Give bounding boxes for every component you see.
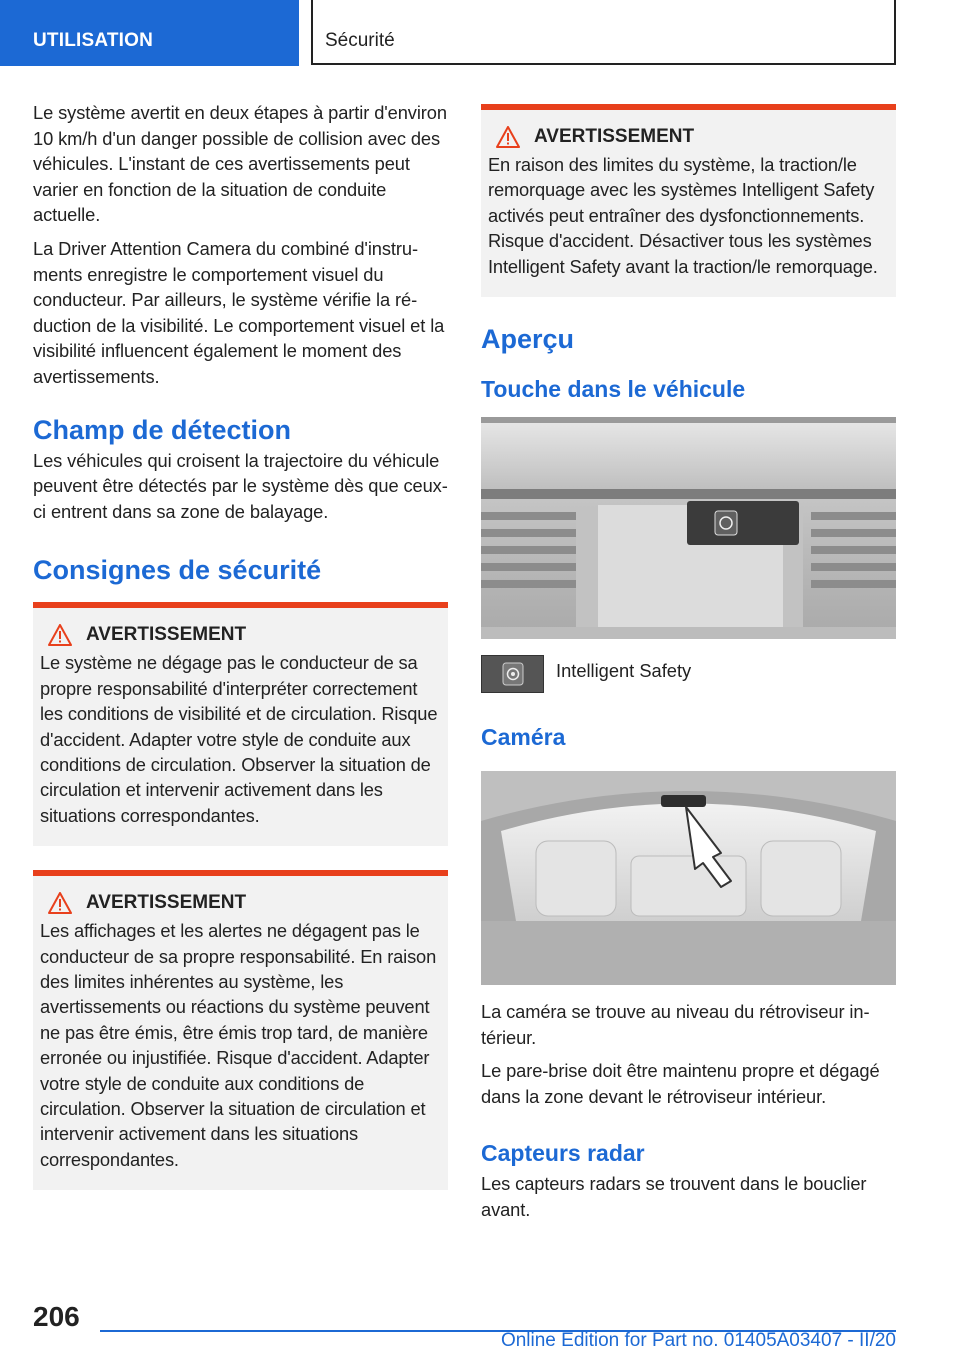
heading-touche-vehicule: Touche dans le véhicule: [481, 376, 746, 403]
warning-heading: AVERTISSEMENT: [40, 892, 440, 914]
button-legend-row: [481, 655, 896, 693]
warning-text: Les affichages et les alertes ne dégagent pas le conducteur de sa propre responsabilité. En raison des limites inhérentes au système, les avertissements ou réactions du système peuvent ne pas être émis, être émis trop tard, de manière erronée ou injustifiée. Risque d'accident. Adapter votre style de conduite aux conditions de circulation. Observer la situation de circulation et intervenir activement dans les situations correspondantes.: [40, 920, 437, 1170]
page-number: 206: [33, 1301, 80, 1332]
paragraph-driver-camera: La Driver Attention Camera du combiné d'instruments enregistre le comportement visuel du conducteur. Par ailleurs, le système vérifie la réduction de la visibilité. Le comportement visuel et la visibilité influencent également le moment des avertissements.: [33, 237, 445, 387]
dashboard-illustration: [481, 417, 896, 639]
warning-heading: AVERTISSEMENT: [488, 126, 888, 148]
page-header: [0, 0, 960, 66]
edition-link[interactable]: Online Edition for Part no. 01405A03407 - II/20: [500, 1330, 896, 1351]
camera-location-image: [481, 771, 896, 985]
dashboard-button-image: [481, 417, 896, 639]
right-column: [481, 104, 896, 1231]
paragraph-warning-stages: Le système avertit en deux étapes à partir d'environ 10 km/h d'un danger possible de collision avec des véhicules. L'instant de ces avertissements peut varier en fonction de la situation de conduite actuelle.: [33, 102, 447, 226]
warning-text: En raison des limites du système, la traction/le remorquage avec les systèmes Intelligent Safety activés peut entraîner des dysfonctionnements. Risque d'accident. Désactiver tous les systèmes Intelligent Safety avant la traction/le remorquage.: [488, 154, 878, 277]
paragraph-camera-location: La caméra se trouve au niveau du rétroviseur intérieur.: [481, 1001, 870, 1048]
warning-box-1: [33, 602, 448, 846]
chapter-title: Sécurité: [311, 0, 896, 65]
section-tab[interactable]: UTILISATION: [0, 0, 299, 66]
warning-triangle-icon: [48, 624, 72, 646]
car-interior-illustration: [481, 771, 896, 985]
paragraph-radar-location: Les capteurs radars se trouvent dans le bouclier avant.: [481, 1173, 867, 1220]
button-legend-label: Intelligent Safety: [556, 660, 692, 682]
warning-box-3: [481, 104, 896, 297]
warning-box-2: [33, 870, 448, 1190]
heading-capteurs-radar: Capteurs radar: [481, 1140, 645, 1167]
warning-triangle-icon: [48, 892, 72, 914]
heading-champ-detection: Champ de détection: [33, 414, 292, 445]
warning-heading: AVERTISSEMENT: [40, 624, 440, 646]
paragraph-windshield-clean: Le pare-brise doit être maintenu propre et dégagé dans la zone devant le rétroviseur intérieur.: [481, 1060, 880, 1107]
intelligent-safety-button-icon: [481, 655, 544, 693]
left-column: [33, 100, 448, 1190]
warning-text: Le système ne dégage pas le conducteur de sa propre responsabilité d'interpréter correctement les conditions de visibilité et de circulation. Risque d'accident. Adapter votre style de conduite aux conditions de circulation. Observer la situation de circulation et intervenir activement dans les situations correspondantes.: [40, 652, 438, 826]
heading-apercu: Aperçu: [481, 324, 575, 355]
warning-triangle-icon: [496, 126, 520, 148]
heading-consignes-securite: Consignes de sécurité: [33, 555, 322, 586]
paragraph-champ-detection: Les véhicules qui croisent la trajectoire du véhicule peuvent être détectés par le système dès que ceux-ci entrent dans sa zone de balayage.: [33, 449, 448, 522]
heading-camera: Caméra: [481, 724, 566, 751]
